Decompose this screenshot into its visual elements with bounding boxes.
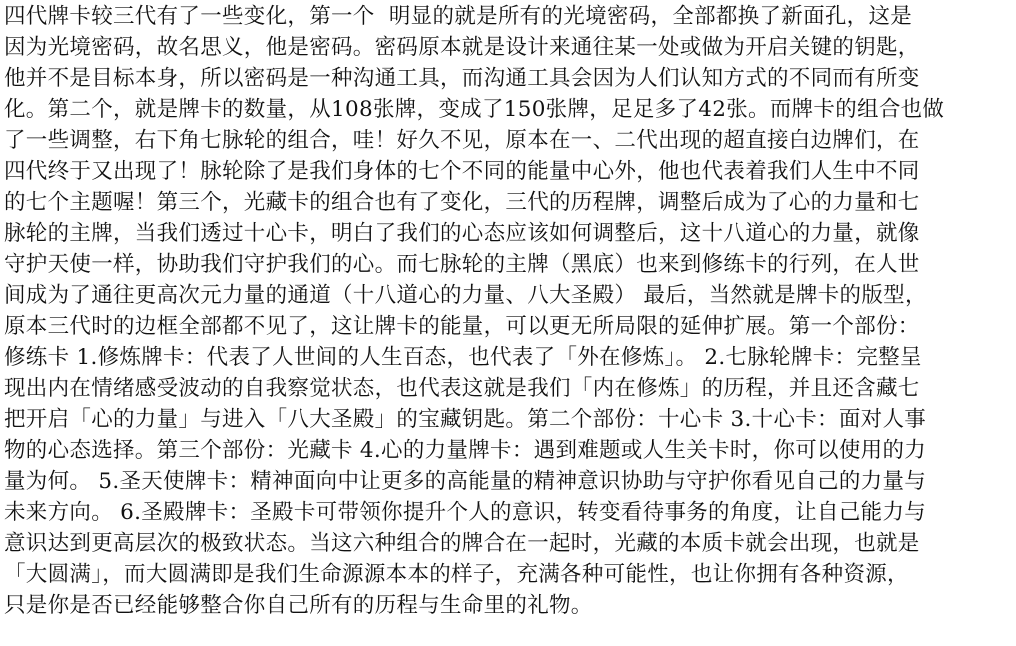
text-line: 原本三代时的边框全部都不见了，这让牌卡的能量，可以更无所局限的延伸扩展。第一个部份： [4,314,920,339]
text-line: 四代终于又出现了！脉轮除了是我们身体的七个不同的能量中心外，他也代表着我们人生中不同 [4,159,920,184]
text-line: 四代牌卡较三代有了一些变化，第一个 明显的就是所有的光境密码，全部都换了新面孔，这是 [4,4,913,29]
text-line: 量为何。 5.圣天使牌卡：精神面向中让更多的高能量的精神意识协助与守护你看见自己的力量与 [4,469,927,494]
text-line: 「大圆满」，而大圆满即是我们生命源源本本的样子，充满各种可能性，也让你拥有各种资源， [4,562,909,587]
text-line: 他并不是目标本身，所以密码是一种沟通工具，而沟通工具会因为人们认知方式的不同而有所变 [4,66,920,91]
text-line: 只是你是否已经能够整合你自己所有的历程与生命里的礼物。 [4,593,593,618]
text-line: 了一些调整，右下角七脉轮的组合，哇！好久不见，原本在一、二代出现的超直接白边牌们，在 [4,128,920,153]
text-line: 化。第二个，就是牌卡的数量，从108张牌，变成了150张牌，足足多了42张。而牌卡的组合也做 [4,97,945,122]
text-line: 物的心态选择。第三个部份：光藏卡 4.心的力量牌卡：遇到难题或人生关卡时，你可以使用的力 [4,438,927,463]
text-line: 因为光境密码，故名思义，他是密码。密码原本就是设计来通往某一处或做为开启关键的钥匙， [4,35,920,60]
text-line: 未来方向。 6.圣殿牌卡：圣殿卡可带领你提升个人的意识，转变看待事务的角度，让自己能力与 [4,500,927,525]
text-line: 的七个主题喔！第三个，光藏卡的组合也有了变化，三代的历程牌，调整后成为了心的力量和七 [4,190,920,215]
text-line: 守护天使一样，协助我们守护我们的心。而七脉轮的主牌（黑底）也来到修练卡的行列，在人世 [4,252,920,277]
text-line: 意识达到更高层次的极致状态。当这六种组合的牌合在一起时，光藏的本质卡就会出现，也就是 [4,531,920,556]
text-line: 现出内在情绪感受波动的自我察觉状态，也代表这就是我们「内在修炼」的历程，并且还含藏七 [4,376,920,401]
text-line: 脉轮的主牌，当我们透过十心卡，明白了我们的心态应该如何调整后，这十八道心的力量，就像 [4,221,920,246]
text-line: 间成为了通往更高次元力量的通道（十八道心的力量、八大圣殿） 最后，当然就是牌卡的版型， [4,283,927,308]
text-line: 修练卡 1.修炼牌卡：代表了人世间的人生百态，也代表了「外在修炼」。 2.七脉轮牌卡：完整呈 [4,345,922,370]
text-line: 把开启「心的力量」与进入「八大圣殿」的宝藏钥匙。第二个部份：十心卡 3.十心卡：面对人事 [4,407,927,432]
